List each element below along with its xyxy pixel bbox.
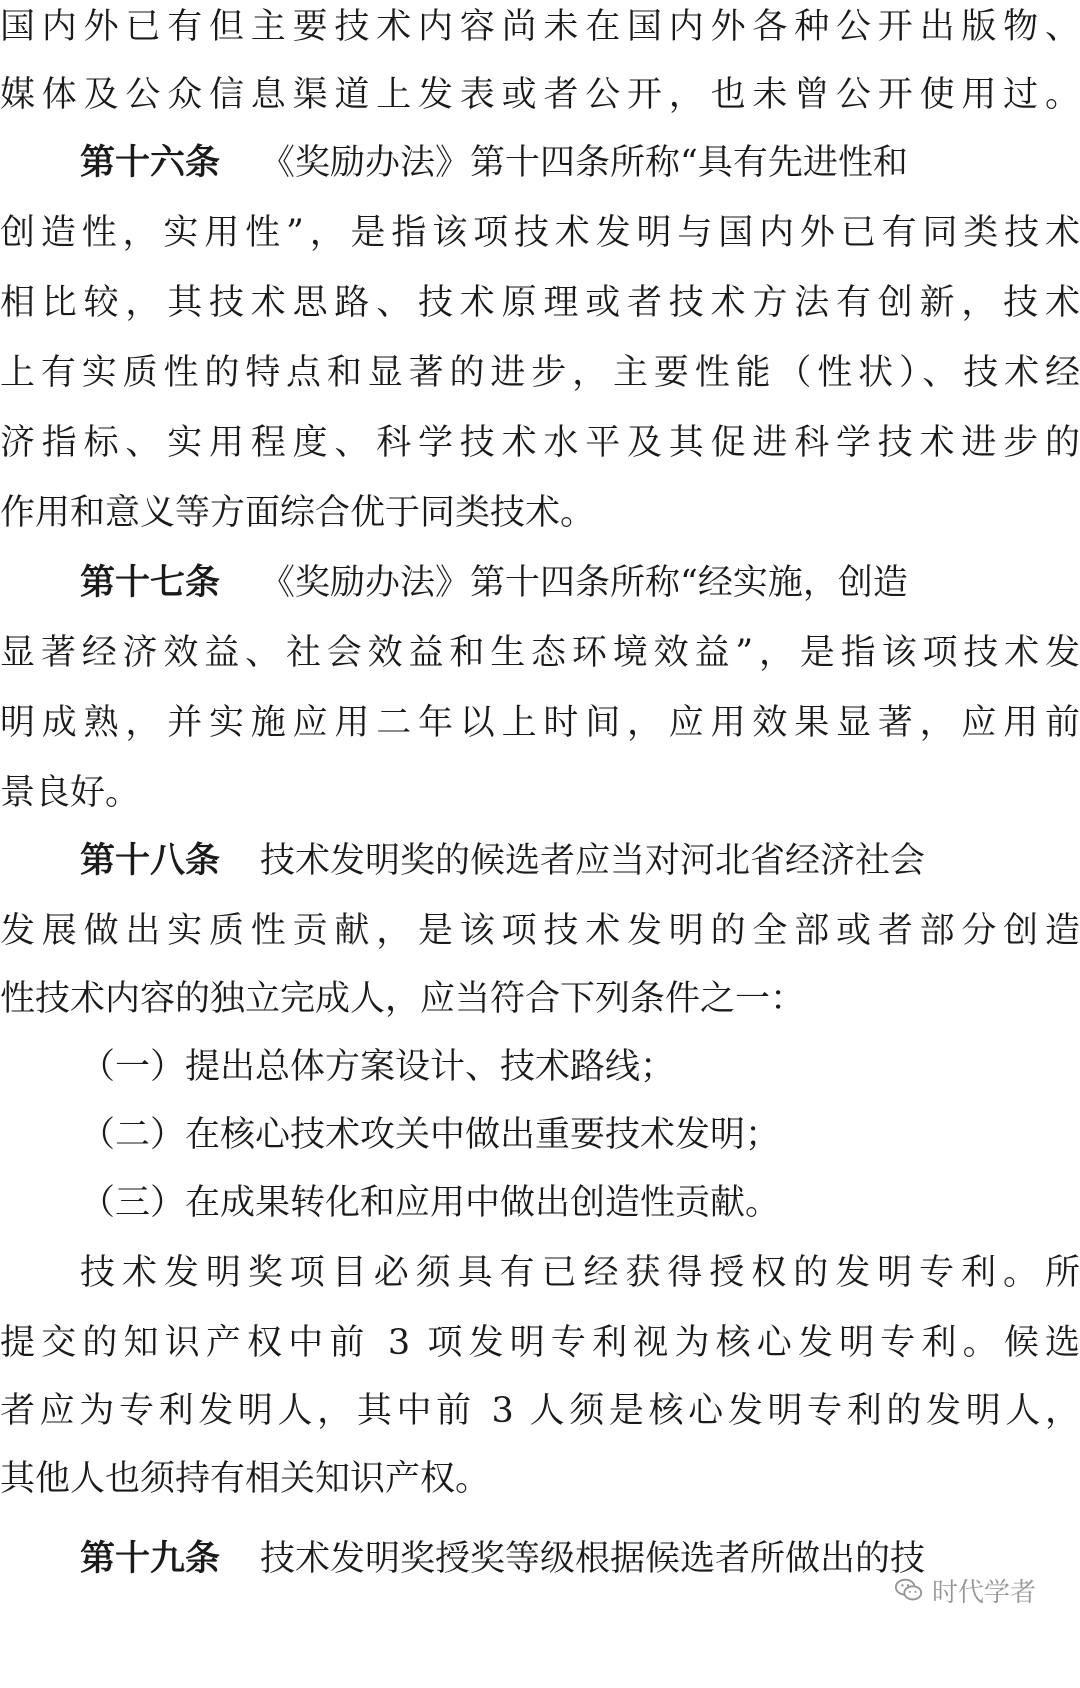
text-line: 显著经济效益、社会效益和生态环境效益”，是指该项技术发 [0,633,1080,673]
text-line: 媒体及公众信息渠道上发表或者公开，也未曾公开使用过。 [0,75,1080,115]
list-item: （一）提出总体方案设计、技术路线； [80,1047,676,1087]
text-line: 其他人也须持有相关知识产权。 [0,1459,491,1499]
article-17-label: 第十七条 [80,563,221,603]
article-18-label: 第十八条 [80,841,221,881]
text-line: 国内外已有但主要技术内容尚未在国内外各种公开出版物、 [0,7,1080,47]
text-line: 济指标、实用程度、科学技术水平及其促进科学技术进步的 [0,423,1080,463]
text-line: 上有实质性的特点和显著的进步，主要性能（性状）、技术经 [0,353,1080,393]
text-line: 者应为专利发明人，其中前 3 人须是核心发明专利的发明人， [0,1391,1080,1431]
wechat-icon [894,1575,924,1605]
article-17-heading [80,546,1080,621]
watermark [894,1570,1036,1610]
text-line: 技术发明奖项目必须具有已经获得授权的发明专利。所 [80,1253,1080,1293]
text-line: 性技术内容的独立完成人，应当符合下列条件之一： [0,979,806,1019]
article-19-text: 技术发明奖授奖等级根据候选者所做出的技 [260,1539,926,1579]
list-item: （二）在核心技术攻关中做出重要技术发明； [80,1115,781,1155]
article-18-heading [80,824,1080,899]
article-16-label: 第十六条 [80,143,221,183]
text-line: 景良好。 [0,773,141,813]
text-line: 发展做出实质性贡献，是该项技术发明的全部或者部分创造 [0,911,1080,951]
article-17-text: 《奖励办法》第十四条所称“经实施，创造 [260,563,908,603]
list-item: （三）在成果转化和应用中做出创造性贡献。 [80,1183,781,1223]
article-16-heading [80,126,1080,201]
article-16-text: 《奖励办法》第十四条所称“具有先进性和 [260,143,908,183]
text-line: 提交的知识产权中前 3 项发明专利视为核心发明专利。候选 [0,1323,1080,1363]
text-line: 相比较，其技术思路、技术原理或者技术方法有创新，技术 [0,283,1080,323]
article-18-text: 技术发明奖的候选者应当对河北省经济社会 [260,841,926,881]
text-line: 明成熟，并实施应用二年以上时间，应用效果显著，应用前 [0,703,1080,743]
article-19-label: 第十九条 [80,1539,221,1579]
watermark-text: 时代学者 [931,1577,1036,1608]
text-line: 创造性，实用性”，是指该项技术发明与国内外已有同类技术 [0,213,1080,253]
text-line: 作用和意义等方面综合优于同类技术。 [0,493,596,533]
